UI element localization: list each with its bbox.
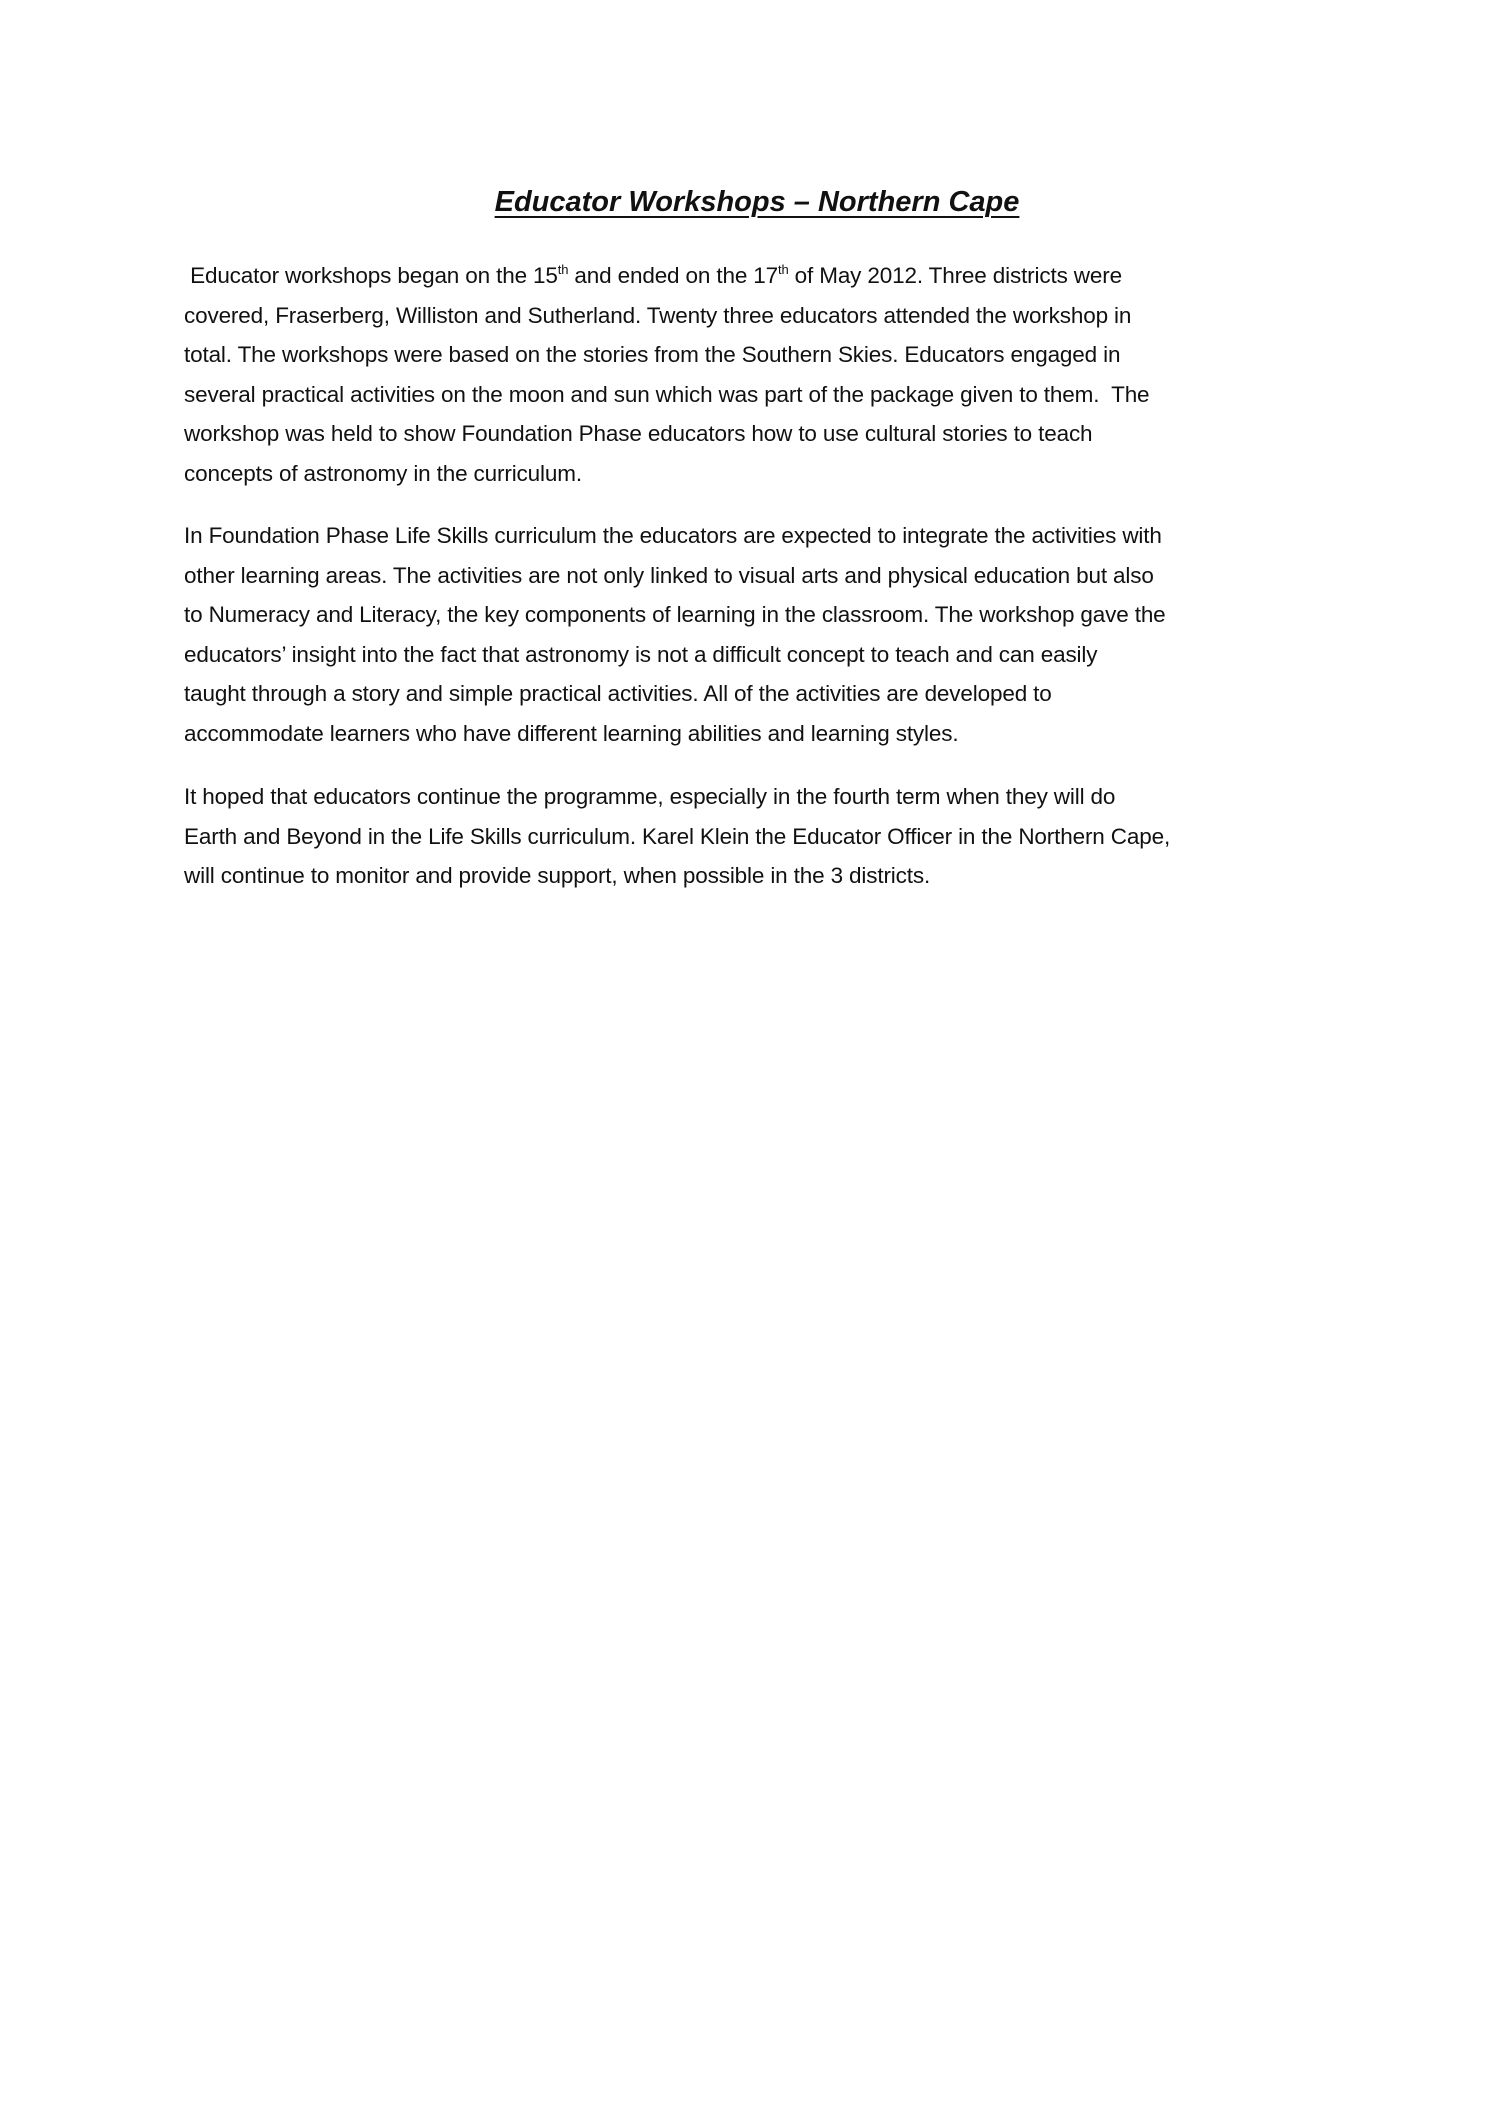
text-segment: Educator workshops began on the 15 [184, 263, 558, 288]
text-line: to Numeracy and Literacy, the key components of learning in the classroom. The workshop gave the [184, 602, 1166, 627]
text-line: Earth and Beyond in the Life Skills curriculum. Karel Klein the Educator Officer in the Northern Cape, [184, 823, 1171, 849]
document-title: Educator Workshops – Northern Cape [494, 186, 1020, 218]
text-segment: and ended on the 17 [568, 263, 779, 288]
superscript: th [778, 262, 789, 277]
text-line: educators’ insight into the fact that astronomy is not a difficult concept to teach and can easily [184, 641, 1098, 667]
text-line: workshop was held to show Foundation Phase educators how to use cultural stories to teach [184, 421, 1093, 446]
paragraph-curriculum [184, 516, 1364, 753]
text-line: several practical activities on the moon and sun which was part of the package given to them. The [184, 381, 1150, 407]
text-line: It hoped that educators continue the programme, especially in the fourth term when they will do [184, 784, 1116, 809]
text-line: concepts of astronomy in the curriculum. [184, 460, 582, 486]
text-line: total. The workshops were based on the stories from the Southern Skies. Educators engaged in [184, 342, 1121, 367]
text-line [184, 256, 1364, 296]
text-line: other learning areas. The activities are not only linked to visual arts and physical education but also [184, 562, 1154, 588]
text-line: covered, Fraserberg, Williston and Sutherland. Twenty three educators attended the workshop in [184, 302, 1132, 328]
text-line: will continue to monitor and provide support, when possible in the 3 districts. [184, 863, 931, 888]
paragraph-intro [184, 256, 1364, 493]
text-line: In Foundation Phase Life Skills curriculum the educators are expected to integrate the activities with [184, 523, 1162, 548]
paragraph-followup [184, 777, 1364, 896]
text-line: taught through a story and simple practical activities. All of the activities are developed to [184, 681, 1052, 706]
text-segment: of May 2012. Three districts were [788, 263, 1122, 288]
text-line: accommodate learners who have different learning abilities and learning styles. [184, 720, 959, 746]
superscript: th [557, 262, 569, 277]
